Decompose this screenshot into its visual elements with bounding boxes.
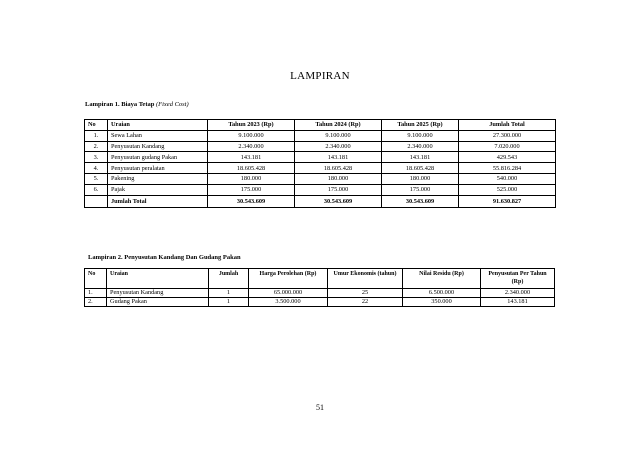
- cell-2024: 175.000: [295, 184, 382, 195]
- cell-2025: 180.000: [382, 173, 459, 184]
- cell-no: 4.: [85, 163, 108, 174]
- cell-uraian: Penyusutan peralatan: [108, 163, 208, 174]
- lampiran-1-caption: [85, 101, 189, 108]
- header-nilai-residu: Nilai Residu (Rp): [403, 269, 481, 289]
- cell-no: 5.: [85, 173, 108, 184]
- lampiran-1-caption-italic: (Fixed Cost): [155, 101, 189, 108]
- table-header-row: [85, 120, 556, 131]
- cell-2023: 143.181: [208, 152, 295, 163]
- cell-no: 1.: [85, 130, 108, 141]
- cell-uraian: Pakening: [108, 173, 208, 184]
- cell-uraian: Sewa Lahan: [108, 130, 208, 141]
- cell-2025: 143.181: [382, 152, 459, 163]
- cell-2024: 180.000: [295, 173, 382, 184]
- cell-no: 2.: [85, 298, 107, 307]
- cell-no: 3.: [85, 152, 108, 163]
- cell-2025: 175.000: [382, 184, 459, 195]
- header-jumlah: Jumlah: [209, 269, 249, 289]
- cell-uraian: Pajak: [108, 184, 208, 195]
- cell-uraian: Penyusutan gudang Pakan: [108, 152, 208, 163]
- cell-total: 540.000: [459, 173, 556, 184]
- header-2025: Tahun 2025 (Rp): [382, 120, 459, 131]
- cell-2024: 2.340.000: [295, 141, 382, 152]
- cell-2024: 18.605.428: [295, 163, 382, 174]
- total-2023: 30.543.609: [208, 195, 295, 207]
- header-no: No: [85, 269, 107, 289]
- fixed-cost-table: [84, 119, 556, 208]
- cell-penyusutan: 143.181: [481, 298, 555, 307]
- table-row: [85, 130, 556, 141]
- table-row: [85, 289, 555, 298]
- cell-total: 55.816.284: [459, 163, 556, 174]
- cell-2023: 9.100.000: [208, 130, 295, 141]
- total-grand: 91.630.827: [459, 195, 556, 207]
- table-row: [85, 173, 556, 184]
- cell-umur: 22: [328, 298, 403, 307]
- cell-total: 27.300.000: [459, 130, 556, 141]
- cell-2024: 143.181: [295, 152, 382, 163]
- total-row: [85, 195, 556, 207]
- table-header-row: [85, 269, 555, 289]
- lampiran-2-caption: Lampiran 2. Penyusutan Kandang Dan Gudang Pakan: [88, 254, 241, 261]
- total-no: [85, 195, 108, 207]
- table-row: [85, 163, 556, 174]
- header-umur-ekonomis: Umur Ekonomis (tahun): [328, 269, 403, 289]
- cell-jumlah: 1: [209, 289, 249, 298]
- header-total: Jumlah Total: [459, 120, 556, 131]
- cell-residu: 350.000: [403, 298, 481, 307]
- table-row: [85, 184, 556, 195]
- cell-residu: 6.500.000: [403, 289, 481, 298]
- depreciation-table: [84, 268, 555, 307]
- table-row: [85, 152, 556, 163]
- header-2024: Tahun 2024 (Rp): [295, 120, 382, 131]
- cell-no: 2.: [85, 141, 108, 152]
- cell-2023: 18.605.428: [208, 163, 295, 174]
- cell-total: 429.543: [459, 152, 556, 163]
- cell-2023: 180.000: [208, 173, 295, 184]
- page-number: 51: [316, 403, 324, 412]
- cell-harga: 65.000.000: [249, 289, 328, 298]
- table-row: [85, 141, 556, 152]
- header-no: No: [85, 120, 108, 131]
- total-2024: 30.543.609: [295, 195, 382, 207]
- cell-uraian: Penyusutan Kandang: [107, 289, 209, 298]
- cell-harga: 3.500.000: [249, 298, 328, 307]
- table-row: [85, 298, 555, 307]
- header-2023: Tahun 2023 (Rp): [208, 120, 295, 131]
- total-2025: 30.543.609: [382, 195, 459, 207]
- lampiran-1-caption-text: Lampiran 1. Biaya Tetap: [85, 101, 155, 108]
- cell-total: 525.000: [459, 184, 556, 195]
- cell-penyusutan: 2.340.000: [481, 289, 555, 298]
- cell-total: 7.020.000: [459, 141, 556, 152]
- header-uraian: Uraian: [108, 120, 208, 131]
- header-harga-perolehan: Harga Perolehan (Rp): [249, 269, 328, 289]
- cell-2024: 9.100.000: [295, 130, 382, 141]
- header-penyusutan: Penyusutan Per Tahun (Rp): [481, 269, 555, 289]
- cell-2023: 175.000: [208, 184, 295, 195]
- cell-uraian: Penyusutan Kandang: [108, 141, 208, 152]
- cell-jumlah: 1: [209, 298, 249, 307]
- cell-2023: 2.340.000: [208, 141, 295, 152]
- cell-2025: 18.605.428: [382, 163, 459, 174]
- page-title: LAMPIRAN: [290, 70, 350, 82]
- cell-no: 6.: [85, 184, 108, 195]
- total-label: Jumlah Total: [108, 195, 208, 207]
- cell-2025: 9.100.000: [382, 130, 459, 141]
- cell-no: 1.: [85, 289, 107, 298]
- cell-uraian: Gudang Pakan: [107, 298, 209, 307]
- header-uraian: Uraian: [107, 269, 209, 289]
- cell-umur: 25: [328, 289, 403, 298]
- cell-2025: 2.340.000: [382, 141, 459, 152]
